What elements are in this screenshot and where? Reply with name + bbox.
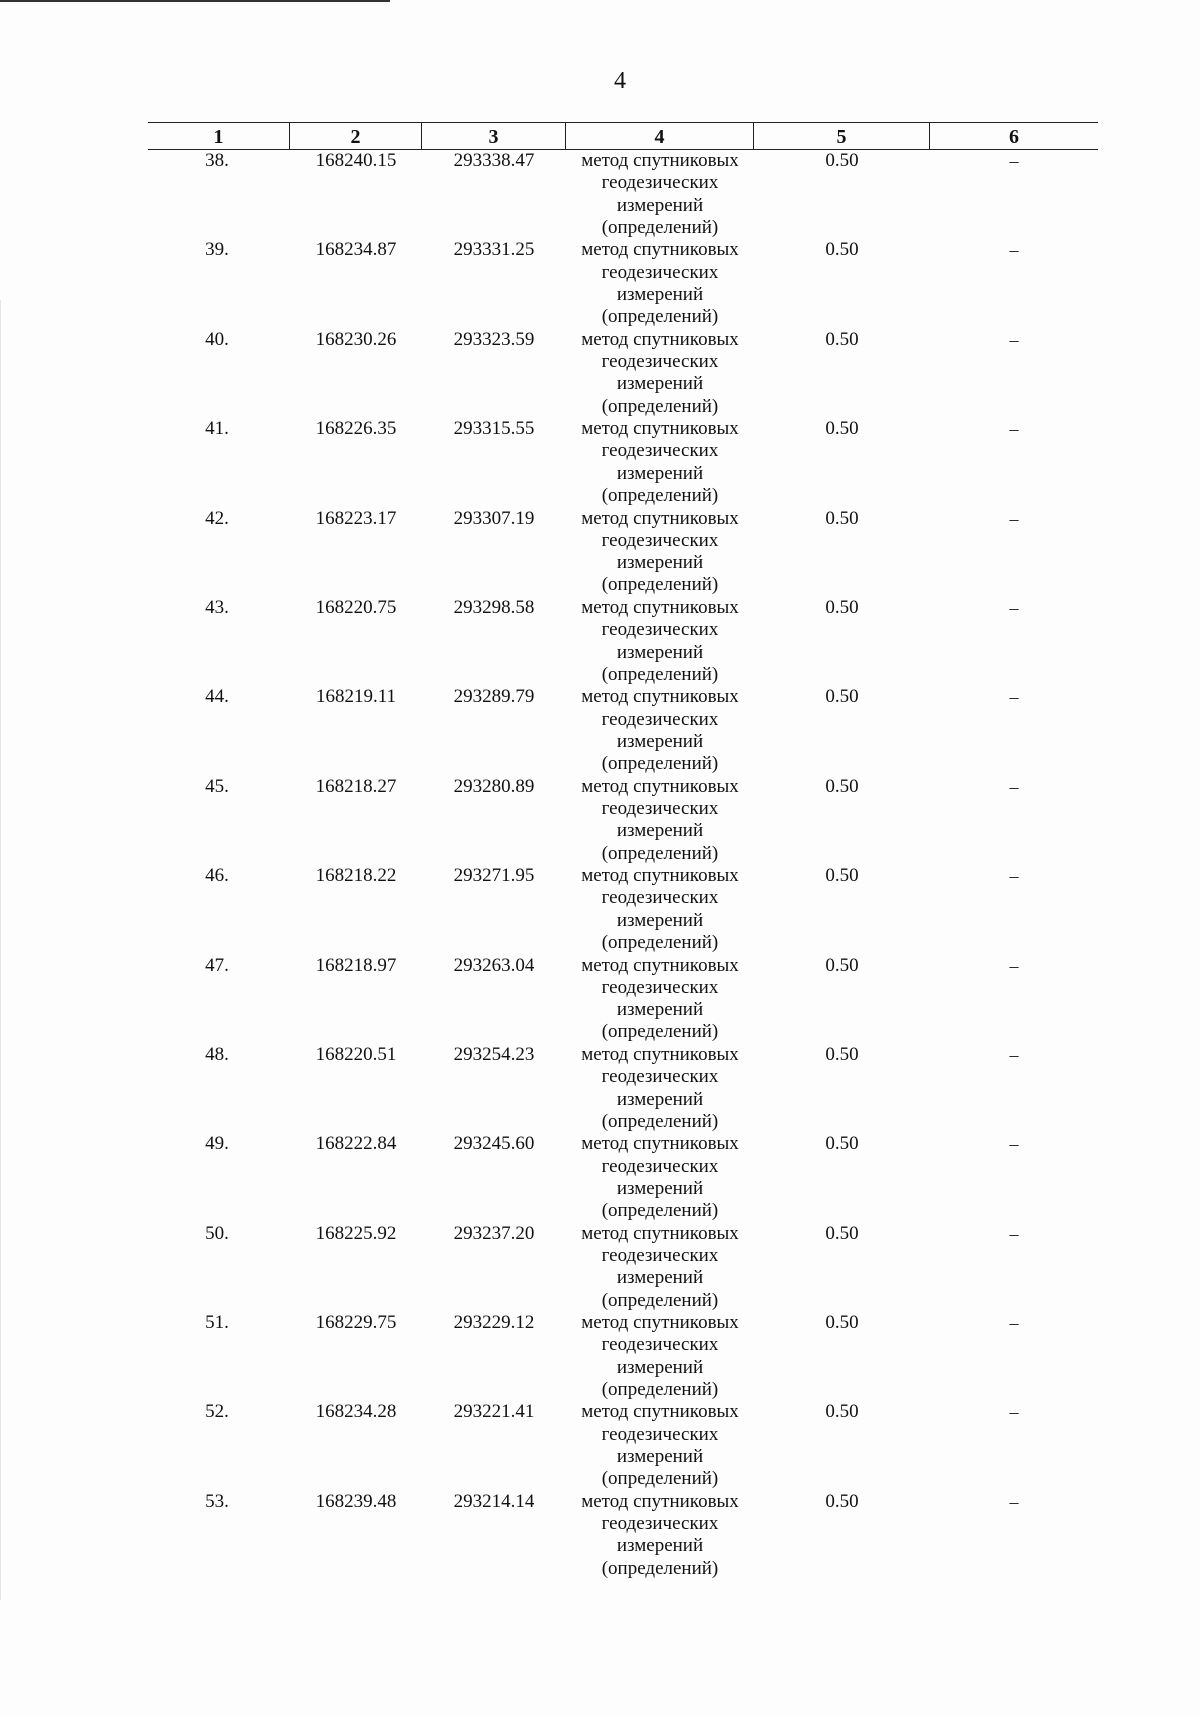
method-line: геодезических	[601, 1423, 719, 1445]
table-row	[148, 686, 1098, 775]
determination-method	[566, 686, 754, 775]
accuracy-value: 0.50	[825, 686, 859, 708]
coordinate-x: 168230.26	[315, 328, 397, 350]
method-line: геодезических	[601, 1334, 719, 1356]
point-number: 44.	[205, 686, 229, 708]
determination-method	[566, 418, 754, 507]
note-value: –	[1009, 151, 1019, 171]
point-number: 51.	[205, 1312, 229, 1334]
determination-method	[566, 865, 754, 954]
method-line: (определений)	[601, 1289, 719, 1311]
coordinate-x: 168234.87	[315, 239, 397, 261]
point-number: 48.	[205, 1043, 229, 1065]
method-line: (определений)	[601, 574, 719, 596]
coordinate-y: 293280.89	[453, 775, 535, 797]
header-col-5: 5	[754, 123, 930, 149]
method-line: геодезических	[601, 1513, 719, 1535]
note-value: –	[1009, 1044, 1019, 1065]
method-line: измерений	[616, 1446, 704, 1468]
coordinate-y: 293331.25	[453, 239, 535, 261]
coordinate-y: 293271.95	[453, 865, 535, 887]
accuracy-value: 0.50	[825, 1043, 859, 1065]
method-line: (определений)	[601, 1200, 719, 1222]
header-col-1: 1	[148, 123, 290, 149]
method-line: (определений)	[601, 395, 719, 417]
coordinate-y: 293298.58	[453, 596, 535, 618]
method-line: метод спутниковых	[581, 1043, 739, 1065]
accuracy-value: 0.50	[825, 418, 859, 440]
table-row	[148, 865, 1098, 954]
coordinate-y: 293245.60	[453, 1133, 535, 1155]
note-value: –	[1009, 1134, 1019, 1155]
scan-edge-shadow	[0, 300, 1, 1600]
point-number: 53.	[205, 1490, 229, 1512]
determination-method	[566, 1223, 754, 1312]
method-line: геодезических	[601, 887, 719, 909]
point-number: 39.	[205, 239, 229, 261]
point-number: 41.	[205, 418, 229, 440]
method-line: метод спутниковых	[581, 418, 739, 440]
note-value: –	[1009, 955, 1019, 976]
method-line: геодезических	[601, 798, 719, 820]
accuracy-value: 0.50	[825, 1312, 859, 1334]
header-col-2: 2	[290, 123, 422, 149]
method-line: геодезических	[601, 1066, 719, 1088]
point-number: 42.	[205, 507, 229, 529]
method-line: геодезических	[601, 529, 719, 551]
coordinate-x: 168226.35	[315, 418, 397, 440]
method-line: (определений)	[601, 306, 719, 328]
method-line: (определений)	[601, 1468, 719, 1490]
determination-method	[566, 1044, 754, 1133]
method-line: измерений	[616, 1088, 704, 1110]
point-number: 49.	[205, 1133, 229, 1155]
table-body	[148, 150, 1098, 1580]
coordinate-y: 293254.23	[453, 1043, 535, 1065]
method-line: метод спутниковых	[581, 239, 739, 261]
note-value: –	[1009, 419, 1019, 440]
note-value: –	[1009, 1402, 1019, 1423]
point-number: 38.	[205, 150, 229, 171]
note-value: –	[1009, 597, 1019, 618]
note-value: –	[1009, 329, 1019, 350]
table-row	[148, 1044, 1098, 1133]
determination-method	[566, 508, 754, 597]
determination-method	[566, 1491, 754, 1580]
coordinate-y: 293338.47	[453, 150, 535, 171]
table-row	[148, 1312, 1098, 1401]
method-line: измерений	[616, 462, 704, 484]
method-line: (определений)	[601, 216, 719, 238]
method-line: (определений)	[601, 1110, 719, 1132]
top-edge-rule	[0, 0, 390, 2]
method-line: метод спутниковых	[581, 865, 739, 887]
coordinate-y: 293323.59	[453, 328, 535, 350]
method-line: геодезических	[601, 172, 719, 194]
accuracy-value: 0.50	[825, 596, 859, 618]
method-line: геодезических	[601, 708, 719, 730]
header-col-6: 6	[1009, 126, 1019, 148]
coordinate-y: 293229.12	[453, 1312, 535, 1334]
determination-method	[566, 1133, 754, 1222]
note-value: –	[1009, 1491, 1019, 1512]
method-line: геодезических	[601, 1244, 719, 1266]
determination-method	[566, 1401, 754, 1490]
method-line: измерений	[616, 283, 704, 305]
method-line: (определений)	[601, 1557, 719, 1579]
method-line: измерений	[616, 999, 704, 1021]
point-number: 43.	[205, 596, 229, 618]
accuracy-value: 0.50	[825, 954, 859, 976]
coordinate-x: 168234.28	[315, 1401, 397, 1423]
note-value: –	[1009, 866, 1019, 887]
table-row	[148, 1133, 1098, 1222]
point-number: 45.	[205, 775, 229, 797]
accuracy-value: 0.50	[825, 775, 859, 797]
method-line: метод спутниковых	[581, 1222, 739, 1244]
method-line: метод спутниковых	[581, 328, 739, 350]
table-row	[148, 418, 1098, 507]
method-line: измерений	[616, 1356, 704, 1378]
table-row	[148, 776, 1098, 865]
coordinate-y: 293221.41	[453, 1401, 535, 1423]
header-col-4: 4	[566, 123, 754, 149]
accuracy-value: 0.50	[825, 150, 859, 171]
table-row	[148, 1491, 1098, 1580]
coordinate-y: 293307.19	[453, 507, 535, 529]
determination-method	[566, 150, 754, 239]
table-row	[148, 597, 1098, 686]
method-line: (определений)	[601, 1378, 719, 1400]
method-line: метод спутниковых	[581, 686, 739, 708]
determination-method	[566, 597, 754, 686]
method-line: измерений	[616, 1177, 704, 1199]
note-value: –	[1009, 508, 1019, 529]
accuracy-value: 0.50	[825, 1222, 859, 1244]
method-line: метод спутниковых	[581, 1401, 739, 1423]
determination-method	[566, 329, 754, 418]
coordinate-x: 168240.15	[315, 150, 397, 171]
method-line: метод спутниковых	[581, 775, 739, 797]
method-line: (определений)	[601, 485, 719, 507]
accuracy-value: 0.50	[825, 507, 859, 529]
coordinate-x: 168218.22	[315, 865, 397, 887]
table-row	[148, 1401, 1098, 1490]
method-line: метод спутниковых	[581, 1490, 739, 1512]
point-number: 52.	[205, 1401, 229, 1423]
coordinate-x: 168220.75	[315, 596, 397, 618]
determination-method	[566, 955, 754, 1044]
table-row	[148, 1223, 1098, 1312]
coordinate-y: 293315.55	[453, 418, 535, 440]
coordinate-x: 168223.17	[315, 507, 397, 529]
method-line: (определений)	[601, 1021, 719, 1043]
method-line: измерений	[616, 909, 704, 931]
method-line: геодезических	[601, 261, 719, 283]
method-line: измерений	[616, 552, 704, 574]
point-number: 47.	[205, 954, 229, 976]
method-line: метод спутниковых	[581, 596, 739, 618]
accuracy-value: 0.50	[825, 865, 859, 887]
method-line: метод спутниковых	[581, 1133, 739, 1155]
accuracy-value: 0.50	[825, 1401, 859, 1423]
method-line: измерений	[616, 1535, 704, 1557]
method-line: геодезических	[601, 976, 719, 998]
header-col-3: 3	[422, 123, 566, 149]
method-line: метод спутниковых	[581, 507, 739, 529]
coordinate-x: 168218.27	[315, 775, 397, 797]
method-line: метод спутниковых	[581, 150, 739, 171]
coordinate-y: 293263.04	[453, 954, 535, 976]
point-number: 40.	[205, 328, 229, 350]
accuracy-value: 0.50	[825, 328, 859, 350]
coordinate-y: 293214.14	[453, 1490, 535, 1512]
coordinate-x: 168222.84	[315, 1133, 397, 1155]
table-header-row	[148, 123, 1098, 149]
determination-method	[566, 239, 754, 328]
coordinate-x: 168220.51	[315, 1043, 397, 1065]
table-row	[148, 150, 1098, 239]
method-line: (определений)	[601, 663, 719, 685]
note-value: –	[1009, 1313, 1019, 1334]
method-line: измерений	[616, 641, 704, 663]
method-line: (определений)	[601, 842, 719, 864]
point-number: 50.	[205, 1222, 229, 1244]
coordinate-x: 168218.97	[315, 954, 397, 976]
coordinate-x: 168225.92	[315, 1222, 397, 1244]
note-value: –	[1009, 687, 1019, 708]
coordinate-y: 293289.79	[453, 686, 535, 708]
point-number: 46.	[205, 865, 229, 887]
method-line: измерений	[616, 373, 704, 395]
table-row	[148, 239, 1098, 328]
method-line: метод спутниковых	[581, 954, 739, 976]
table-row	[148, 955, 1098, 1044]
note-value: –	[1009, 1223, 1019, 1244]
table-row	[148, 329, 1098, 418]
method-line: измерений	[616, 730, 704, 752]
coordinate-x: 168229.75	[315, 1312, 397, 1334]
method-line: геодезических	[601, 351, 719, 373]
table-row	[148, 508, 1098, 597]
accuracy-value: 0.50	[825, 1133, 859, 1155]
method-line: геодезических	[601, 1155, 719, 1177]
coordinate-y: 293237.20	[453, 1222, 535, 1244]
method-line: измерений	[616, 194, 704, 216]
coordinate-x: 168239.48	[315, 1490, 397, 1512]
determination-method	[566, 776, 754, 865]
method-line: геодезических	[601, 440, 719, 462]
note-value: –	[1009, 240, 1019, 261]
method-line: измерений	[616, 1267, 704, 1289]
accuracy-value: 0.50	[825, 1490, 859, 1512]
accuracy-value: 0.50	[825, 239, 859, 261]
method-line: измерений	[616, 820, 704, 842]
method-line: метод спутниковых	[581, 1312, 739, 1334]
method-line: (определений)	[601, 753, 719, 775]
determination-method	[566, 1312, 754, 1401]
method-line: геодезических	[601, 619, 719, 641]
coordinate-x: 168219.11	[315, 686, 397, 708]
method-line: (определений)	[601, 932, 719, 954]
page-number: 4	[614, 68, 626, 94]
note-value: –	[1009, 776, 1019, 797]
